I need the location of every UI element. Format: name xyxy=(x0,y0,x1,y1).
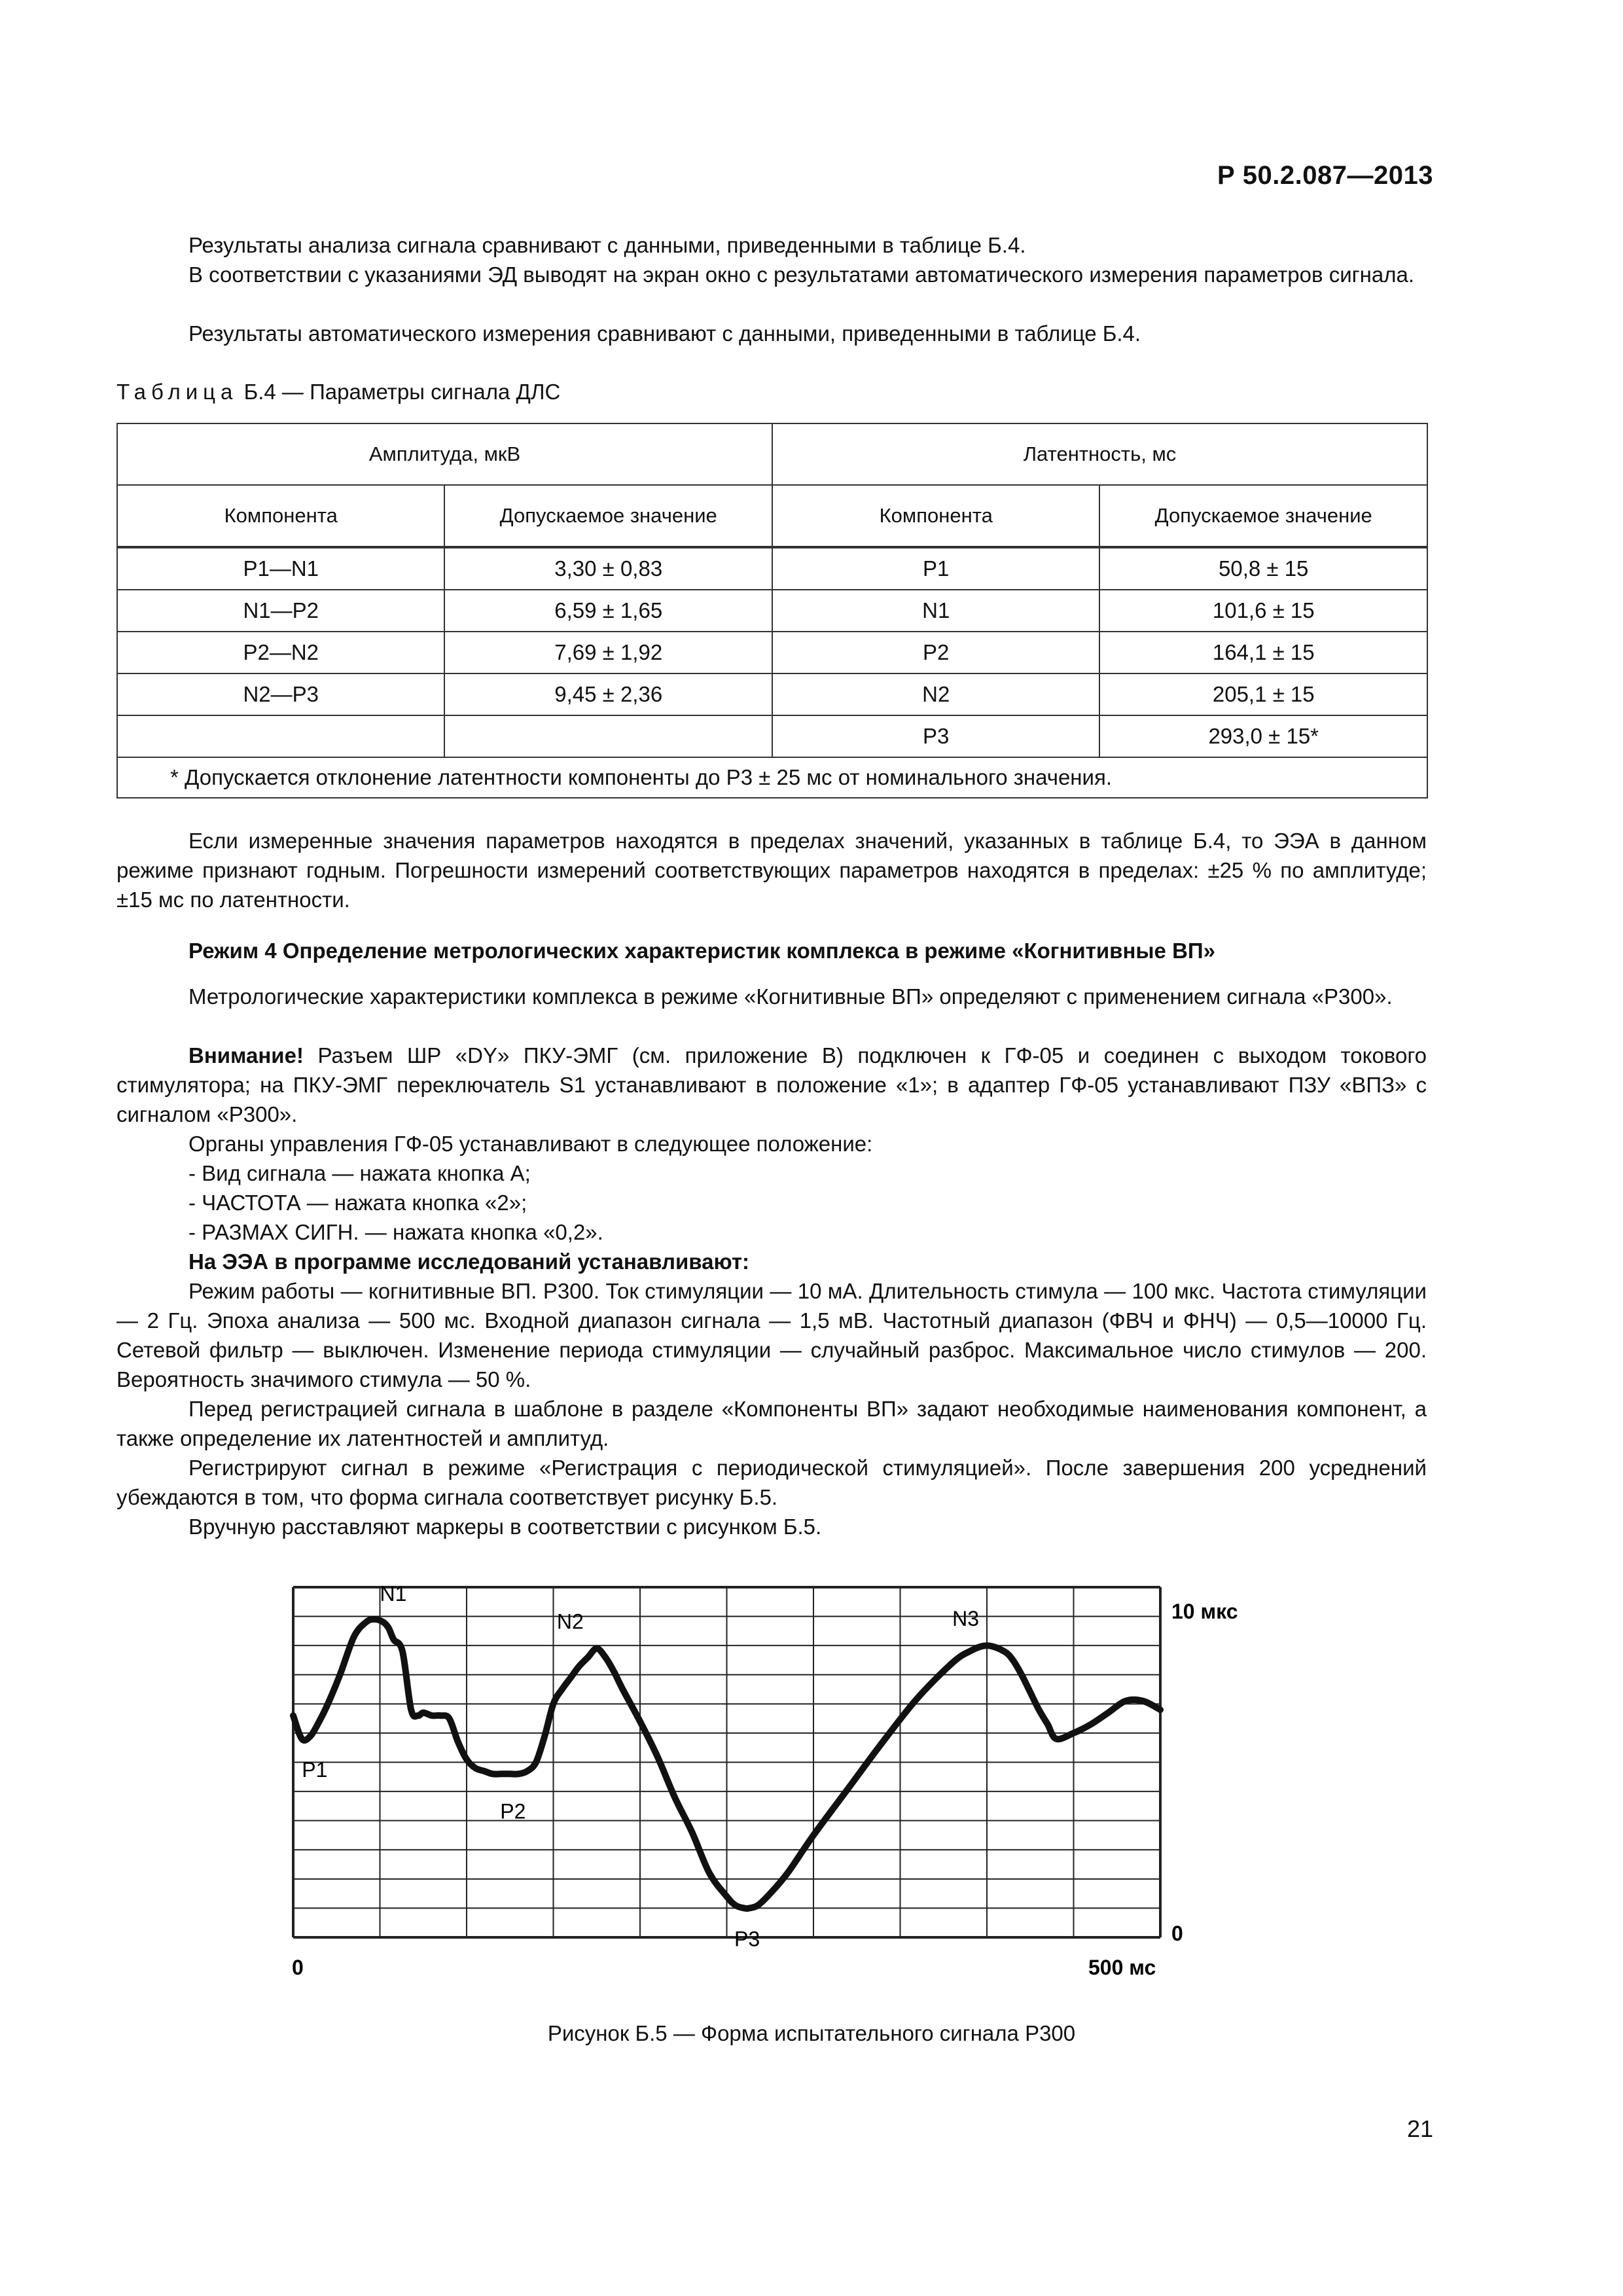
intro-paragraph-3: Результаты автоматического измерения сравнивают с данными, приведенными в таблице Б.4. xyxy=(188,321,1141,346)
peak-label-n3: N3 xyxy=(952,1607,979,1631)
group-header-amplitude: Амплитуда, мкВ xyxy=(117,423,772,485)
program-heading: На ЭЭА в программе исследований устанавливают: xyxy=(188,1249,749,1274)
table-cell: N2—Р3 xyxy=(117,673,444,715)
peak-label-p1: P1 xyxy=(302,1757,328,1782)
x-end-label: 500 мс xyxy=(1088,1956,1156,1979)
mode-heading: Режим 4 Определение метрологических характеристик комплекса в режиме «Когнитивные ВП» xyxy=(188,939,1215,963)
program-paragraph: Режим работы — когнитивные ВП. Р300. Ток стимуляции — 10 мА. Длительность стимула — 100 мкс. Частота стимуляции — 2 Гц. Эпоха анализа — 500 мс. Входной диапазон сигнала — 1,5 мВ. Частотный диапазон (ФВЧ и ФНЧ) — 0,5—10000 Гц. Сетевой фильтр — выключен. Изменение периода стимуляции — случайный разброс. Максимальное число стимулов — 200. Вероятность значимого стимула — 50 %. xyxy=(116,1279,1427,1391)
table-cell: Р2—N2 xyxy=(117,632,444,673)
group-header-latency: Латентность, мс xyxy=(772,423,1427,485)
template-paragraph: Перед регистрацией сигнала в шаблоне в разделе «Компоненты ВП» задают необходимые наименования компонент, а также определение их латентностей и амплитуд. xyxy=(116,1397,1427,1450)
table-cell: 7,69 ± 1,92 xyxy=(444,632,772,673)
mode-paragraph: Метрологические характеристики комплекса в режиме «Когнитивные ВП» определяют с применением сигнала «Р300». xyxy=(188,984,1393,1009)
sub-header: Компонента xyxy=(117,485,444,547)
sub-header: Компонента xyxy=(772,485,1099,547)
intro-paragraph-2: В соответствии с указаниями ЭД выводят на экран окно с результатами автоматического измерения параметров сигнала. xyxy=(188,262,1415,287)
sub-header: Допускаемое значение xyxy=(1099,485,1427,547)
table-cell: 293,0 ± 15* xyxy=(1099,715,1427,757)
attention-text: Разъем ШР «DY» ПКУ-ЭМГ (см. приложение В) подключен к ГФ-05 и соединен с выходом токового стимулятора; на ПКУ-ЭМГ переключатель S1 устанавливают в положение «1»; в адаптер ГФ-05 устанавливают ПЗУ «ВПЗ» с сигналом «Р300». xyxy=(116,1043,1427,1126)
table-cell: Р1—N1 xyxy=(117,547,444,590)
x-start-label: 0 xyxy=(292,1956,304,1979)
doc-code: Р 50.2.087—2013 xyxy=(1217,161,1433,190)
table-cell: Р3 xyxy=(772,715,1099,757)
control-item: - ЧАСТОТА — нажата кнопка «2»; xyxy=(188,1191,527,1215)
register-paragraph: Регистрируют сигнал в режиме «Регистрация с периодической стимуляцией». После завершения 200 усреднений убеждаются в том, что форма сигнала соответствует рисунку Б.5. xyxy=(116,1456,1427,1509)
table-cell: N2 xyxy=(772,673,1099,715)
y-zero-label: 0 xyxy=(1171,1922,1183,1945)
table-cell: N1—Р2 xyxy=(117,590,444,632)
peak-label-n1: N1 xyxy=(380,1582,407,1606)
intro-paragraph-1: Результаты анализа сигнала сравнивают с данными, приведенными в таблице Б.4. xyxy=(188,233,1026,257)
peak-label-p2: P2 xyxy=(500,1799,526,1823)
control-item: - Вид сигнала — нажата кнопка А; xyxy=(188,1161,531,1185)
figure-caption: Рисунок Б.5 — Форма испытательного сигнала Р300 xyxy=(547,2021,1076,2045)
control-item: - РАЗМАХ СИГН. — нажата кнопка «0,2». xyxy=(188,1220,603,1244)
table-cell: N1 xyxy=(772,590,1099,632)
table-cell: 50,8 ± 15 xyxy=(1099,547,1427,590)
table-cell: Р1 xyxy=(772,547,1099,590)
table-cell: 164,1 ± 15 xyxy=(1099,632,1427,673)
peak-label-n2: N2 xyxy=(556,1609,584,1634)
table-cell: 9,45 ± 2,36 xyxy=(444,673,772,715)
page-number: 21 xyxy=(1406,2115,1433,2142)
table-cell: Р2 xyxy=(772,632,1099,673)
attention-label: Внимание! xyxy=(188,1043,304,1067)
markers-paragraph: Вручную расставляют маркеры в соответствии с рисунком Б.5. xyxy=(188,1515,822,1539)
table-cell: 205,1 ± 15 xyxy=(1099,673,1427,715)
sub-header: Допускаемое значение xyxy=(444,485,772,547)
table-caption-text: Б.4 — Параметры сигнала ДЛС xyxy=(243,380,561,404)
chart-grid xyxy=(293,1587,1160,1937)
table-cell: 6,59 ± 1,65 xyxy=(444,590,772,632)
validity-paragraph: Если измеренные значения параметров находятся в пределах значений, указанных в таблице Б.4, то ЭЭА в данном режиме признают годным. Погрешности измерений соответствующих параметров находятся в пределах: ±25 % по амплитуде; ±15 мс по латентности. xyxy=(116,829,1427,912)
table-cell: 3,30 ± 0,83 xyxy=(444,547,772,590)
table-footnote: * Допускается отклонение латентности компоненты до Р3 ± 25 мс от номинального значения. xyxy=(117,757,1427,798)
table-cell: 101,6 ± 15 xyxy=(1099,590,1427,632)
controls-intro: Органы управления ГФ-05 устанавливают в следующее положение: xyxy=(188,1132,873,1156)
table-caption-label: Таблица xyxy=(116,380,238,404)
peak-label-p3: P3 xyxy=(734,1927,760,1951)
y-scale-label: 10 мкс xyxy=(1171,1600,1238,1623)
